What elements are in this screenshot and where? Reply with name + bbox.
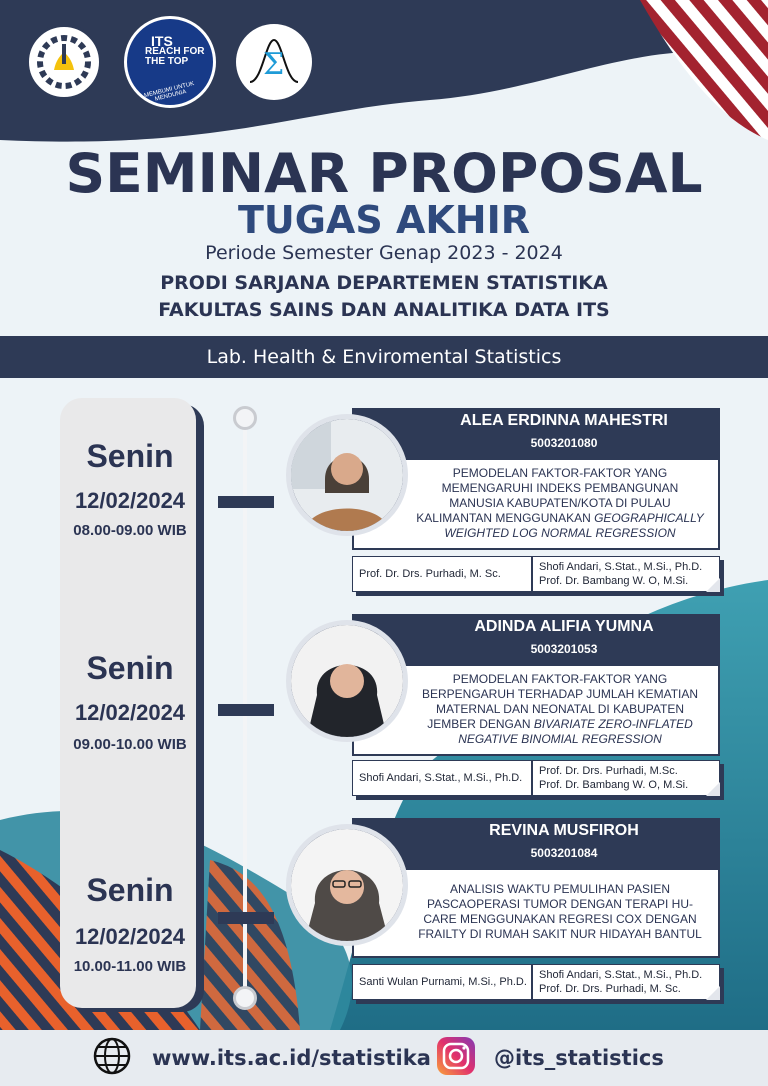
card-header	[352, 614, 720, 664]
svg-text:Σ: Σ	[263, 47, 285, 82]
supervisor: Santi Wulan Purnami, M.Si., Ph.D.	[352, 964, 532, 1000]
thesis-title-plain: PEMODELAN FAKTOR-FAKTOR YANG MEMENGARUHI INDEKS PEMBANGUNAN MANUSIA KABUPATEN/KOTA DI PULAU KALIMANTAN MENGGUNAKAN	[416, 466, 679, 525]
examiners	[532, 964, 720, 1000]
thesis-title-italic: BIVARIATE ZERO-INFLATED NEGATIVE BINOMIAL REGRESSION	[458, 717, 693, 746]
timeline-tick-2	[218, 704, 274, 716]
examiner-1: Shofi Andari, S.Stat., M.Si., Ph.D.	[539, 969, 703, 981]
presenter-card-1	[352, 408, 720, 598]
presenter-card-2	[352, 614, 720, 804]
its-tagline: REACH FOR THE TOP	[145, 46, 205, 67]
presenter-photo-3	[286, 824, 408, 946]
its-reach-logo	[124, 16, 216, 108]
date-1: 12/02/2024	[74, 488, 186, 513]
examiner-2: Prof. Dr. Bambang W. O, M.Si.	[539, 779, 689, 791]
day-2: Senin	[86, 650, 174, 686]
presenter-nrp: 5003201084	[530, 846, 598, 860]
prodi-line-2: FAKULTAS SAINS DAN ANALITIKA DATA ITS	[158, 299, 610, 321]
day-3: Senin	[86, 872, 174, 908]
card-header	[352, 818, 720, 868]
examiners	[532, 760, 720, 796]
timeline-dot-bottom	[233, 986, 257, 1010]
presenter-name: ALEA ERDINNA MAHESTRI	[460, 412, 668, 429]
supervisor: Prof. Dr. Drs. Purhadi, M. Sc.	[352, 556, 532, 592]
instagram-icon	[436, 1036, 476, 1076]
presenter-nrp: 5003201080	[530, 436, 598, 450]
website-link[interactable]: www.its.ac.id/statistika	[152, 1046, 431, 1070]
presenter-photo-2	[286, 620, 408, 742]
examiners	[532, 556, 720, 592]
examiner-2: Prof. Dr. Drs. Purhadi, M. Sc.	[539, 983, 681, 995]
person-icon	[291, 419, 403, 531]
title-main: SEMINAR PROPOSAL	[65, 142, 703, 205]
card-header	[352, 408, 720, 458]
thesis-title-plain: ANALISIS WAKTU PEMULIHAN PASIEN PASCAOPERASI TUMOR DENGAN TERAPI HU-CARE MENGGUNAKAN REGRESI COX DENGAN FRAILTY DI RUMAH SAKIT NUR HIDAYAH BANTUL	[418, 882, 702, 941]
thesis-title-italic: GEOGRAPHICALLY WEIGHTED LOG NORMAL REGRESSION	[444, 511, 704, 540]
presenter-photo-1	[286, 414, 408, 536]
lecturer-row	[352, 964, 720, 1004]
time-3: 10.00-11.00 WIB	[73, 958, 187, 975]
lecturer-row	[352, 760, 720, 800]
timeline-tick-3	[218, 912, 274, 924]
globe-icon	[92, 1036, 132, 1076]
sigma-bell-curve-icon	[244, 32, 304, 92]
thesis-title-plain: PEMODELAN FAKTOR-FAKTOR YANG BERPENGARUH TERHADAP JUMLAH KEMATIAN MATERNAL DAN NEONATAL DI KABUPATEN JEMBER DENGAN	[421, 672, 699, 731]
lab-banner	[0, 336, 768, 378]
its-emblem-logo	[26, 24, 102, 100]
time-2: 09.00-10.00 WIB	[73, 736, 187, 753]
date-2: 12/02/2024	[74, 700, 186, 725]
examiner-1: Prof. Dr. Drs. Purhadi, M.Sc.	[539, 765, 678, 777]
period-text: Periode Semester Genap 2023 - 2024	[205, 242, 563, 264]
presenter-card-3	[352, 818, 720, 1004]
statistics-logo	[236, 24, 312, 100]
presenter-name: REVINA MUSFIROH	[489, 822, 639, 839]
presenter-nrp: 5003201053	[530, 642, 598, 656]
prodi-line-1: PRODI SARJANA DEPARTEMEN STATISTIKA	[160, 272, 608, 294]
presenter-name: ADINDA ALIFIA YUMNA	[474, 618, 654, 635]
lecturer-row	[352, 556, 720, 596]
timeline-dot-top	[233, 406, 257, 430]
date-3: 12/02/2024	[74, 924, 186, 949]
its-brand: ITS	[151, 33, 173, 49]
day-1: Senin	[86, 438, 174, 474]
examiner-1: Shofi Andari, S.Stat., M.Si., Ph.D.	[539, 561, 703, 573]
lab-name: Lab. Health & Enviromental Statistics	[206, 346, 562, 368]
instagram-handle[interactable]: @its_statistics	[494, 1046, 664, 1070]
its-emblem-icon	[36, 34, 92, 90]
person-icon	[291, 829, 403, 941]
top-right-stripes	[640, 0, 768, 140]
person-icon	[291, 625, 403, 737]
timeline-tick-1	[218, 496, 274, 508]
its-motto: MEMBUMI UNTUK MENDUNIA	[143, 80, 195, 103]
examiner-2: Prof. Dr. Bambang W. O, M.Si.	[539, 575, 689, 587]
time-1: 08.00-09.00 WIB	[73, 522, 187, 539]
supervisor: Shofi Andari, S.Stat., M.Si., Ph.D.	[352, 760, 532, 796]
title-sub: TUGAS AKHIR	[237, 198, 531, 242]
